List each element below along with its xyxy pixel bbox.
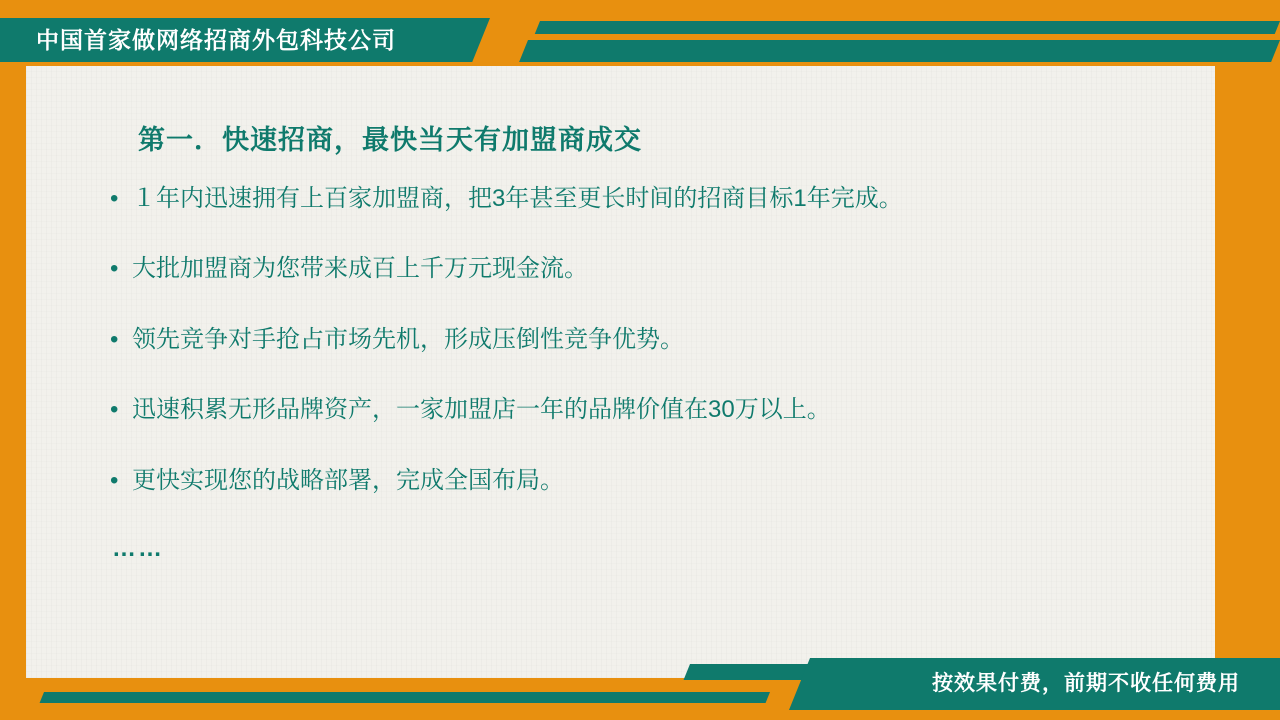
- list-item-text: 大批加盟商为您带来成百上千万元现金流。: [132, 255, 588, 283]
- footer-text: 按效果付费，前期不收任何费用: [932, 672, 1240, 695]
- list-item-text: １年内迅速拥有上百家加盟商，把3年甚至更长时间的招商目标1年完成。: [132, 185, 903, 212]
- header-band: [0, 18, 1280, 62]
- bullet-dot-icon: •: [110, 185, 119, 212]
- slide-content: [110, 118, 1220, 563]
- list-item: [110, 394, 1220, 426]
- list-item-text: 领先竞争对手抢占市场先机，形成压倒性竞争优势。: [132, 325, 684, 353]
- bullet-dot-icon: •: [110, 255, 119, 283]
- list-item: [110, 253, 1220, 285]
- header-stripe-top: [535, 21, 1280, 34]
- bullet-dot-icon: •: [110, 396, 119, 424]
- list-item-text: 更快实现您的战略部署，完成全国布局。: [132, 466, 564, 494]
- bullet-list: [110, 183, 1220, 497]
- list-item-text: 迅速积累无形品牌资产，一家加盟店一年的品牌价值在30万以上。: [132, 396, 831, 424]
- header-stripe-bottom: [519, 40, 1280, 62]
- footer-stripe-short: [684, 664, 810, 680]
- ellipsis-text: ……: [112, 534, 164, 562]
- bullet-dot-icon: •: [110, 466, 119, 494]
- header-title: 中国首家做网络招商外包科技公司: [36, 27, 396, 53]
- footer-stripe-long: [40, 692, 770, 703]
- list-item: [110, 324, 1220, 356]
- bullet-dot-icon: •: [110, 325, 119, 353]
- list-item: [110, 465, 1220, 497]
- list-item: [110, 183, 1220, 215]
- page-title: 第一．快速招商，最快当天有加盟商成交: [138, 125, 642, 155]
- footer-band: [0, 658, 1280, 710]
